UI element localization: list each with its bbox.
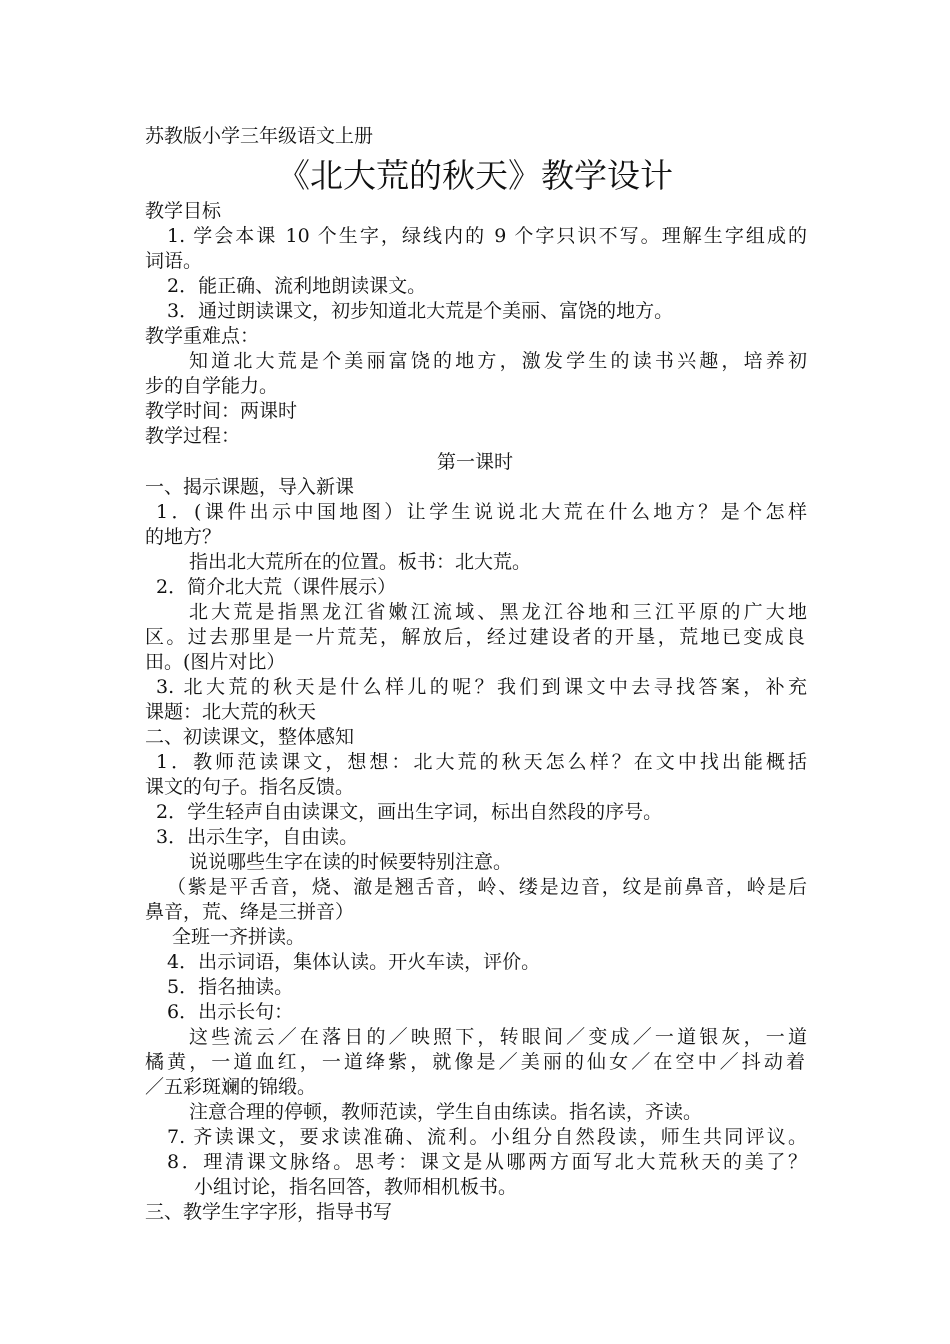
key-points-line-2: 步的自学能力。 [145,375,279,397]
lesson-heading: 第一课时 [436,451,513,473]
part1-step2-line-3: 田。(图片对比） [145,651,286,673]
long-sentence-line-2: 橘黄，一道血红，一道绛紫，就像是／美丽的仙女／在空中／抖动着 [145,1051,805,1073]
part2-step4: 4．出示词语，集体认读。开火车读，评价。 [167,951,541,973]
part2-step8-line-1: 小组讨论，指名回答，教师相机板书。 [194,1176,518,1198]
teaching-time: 教学时间：两课时 [145,400,298,422]
series-label: 苏教版小学三年级语文上册 [145,125,374,147]
part2-step5: 5．指名抽读。 [167,976,294,998]
part2-step8: 8．理清课文脉络。思考：课文是从哪两方面写北大荒秋天的美了？ [167,1151,807,1173]
part1-step3-line-2: 课题：北大荒的秋天 [145,701,317,723]
part2-step1-line-2: 课文的句子。指名反馈。 [145,776,355,798]
part1-step3-line-1: 3. 北大荒的秋天是什么样儿的呢？我们到课文中去寻找答案，补充 [156,676,807,698]
part1-heading: 一、揭示课题，导入新课 [145,476,355,498]
part2-step6-note: 注意合理的停顿，教师范读，学生自由练读。指名读，齐读。 [189,1101,703,1123]
part2-step2: 2．学生轻声自由读课文，画出生字词，标出自然段的序号。 [156,801,663,823]
part1-step1-line-1: 1．(课件出示中国地图）让学生说说北大荒在什么地方？是个怎样 [156,501,807,523]
key-points-line-1: 知道北大荒是个美丽富饶的地方，激发学生的读书兴趣，培养初 [189,350,807,372]
part1-step2-line-2: 区。过去那里是一片荒芜，解放后，经过建设者的开垦，荒地已变成良 [145,626,805,648]
key-points-heading: 教学重难点： [145,325,260,347]
part2-heading: 二、初读课文，整体感知 [145,726,355,748]
part2-step3-line-2: （紫是平舌音，烧、澈是翘舌音，岭、缕是边音，纹是前鼻音，岭是后 [167,876,807,898]
part2-step3: 3．出示生字，自由读。 [156,826,359,848]
process-heading: 教学过程： [145,425,241,447]
part2-step7: 7. 齐读课文，要求读准确、流利。小组分自然段读，师生共同评议。 [167,1126,807,1148]
part3-heading: 三、教学生字字形，指导书写 [145,1201,393,1223]
objective-3: 3．通过朗读课文，初步知道北大荒是个美丽、富饶的地方。 [167,300,674,322]
part2-step6: 6．出示长句： [167,1001,294,1023]
long-sentence-line-3: ／五彩斑斓的锦缎。 [145,1076,317,1098]
part2-step3-line-4: 全班一齐拼读。 [172,926,306,948]
objectives-heading: 教学目标 [145,200,222,222]
part1-step1-line-2: 的地方？ [145,526,222,548]
part1-step2: 2．简介北大荒（课件展示） [156,576,397,598]
objective-1-line-1: 1. 学会本课 10 个生字，绿线内的 9 个字只识不写。理解生字组成的 [167,225,807,247]
objective-1-line-2: 词语。 [145,250,203,272]
part1-step1-line-3: 指出北大荒所在的位置。板书：北大荒。 [189,551,532,573]
part1-step2-line-1: 北大荒是指黑龙江省嫩江流域、黑龙江谷地和三江平原的广大地 [189,601,807,623]
part2-step3-line-3: 鼻音，荒、绛是三拼音） [145,901,355,923]
long-sentence-line-1: 这些流云／在落日的／映照下，转眼间／变成／一道银灰，一道 [189,1026,807,1048]
part2-step1-line-1: 1．教师范读课文，想想：北大荒的秋天怎么样？在文中找出能概括 [156,751,807,773]
part2-step3-line-1: 说说哪些生字在读的时候要特别注意。 [189,851,513,873]
page-title: 《北大荒的秋天》教学设计 [277,156,673,195]
objective-2: 2．能正确、流利地朗读课文。 [167,275,427,297]
